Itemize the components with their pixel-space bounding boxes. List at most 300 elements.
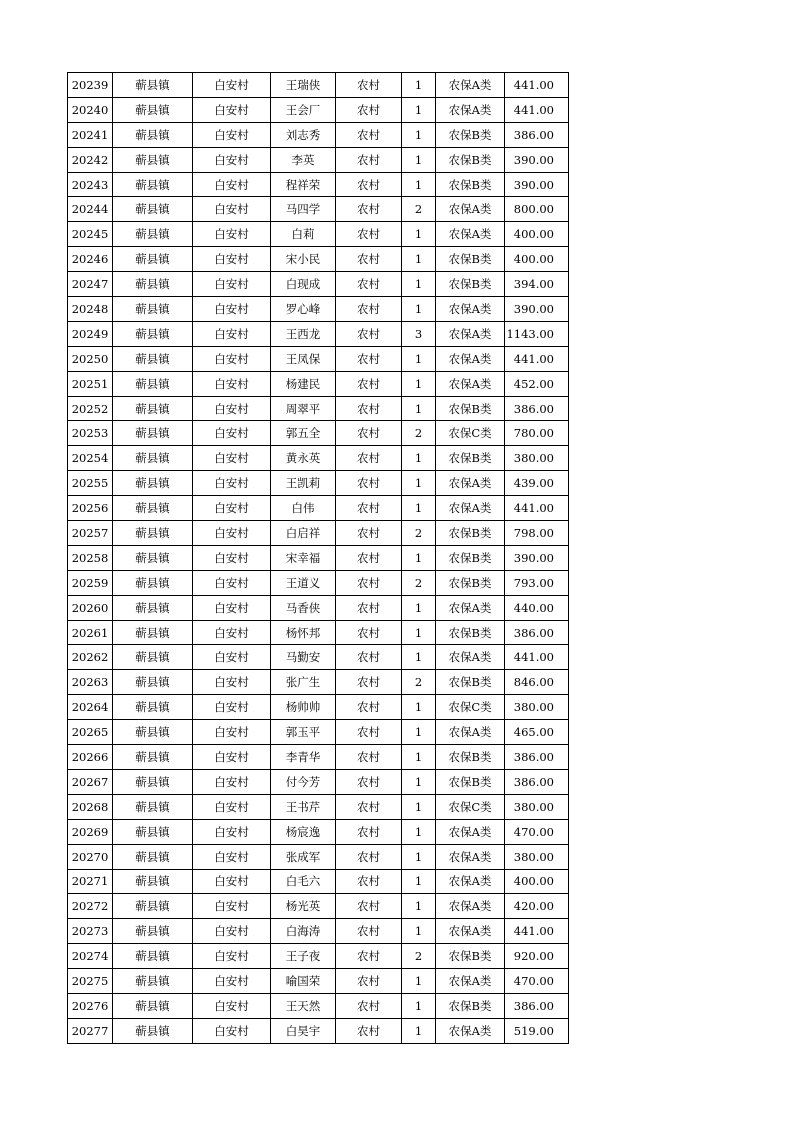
table-row <box>68 496 569 521</box>
person-name-cell: 马香侠 <box>271 595 336 620</box>
person-name-cell: 白毛六 <box>271 869 336 894</box>
town-cell: 蕲县镇 <box>113 695 193 720</box>
area-type-cell: 农村 <box>336 844 402 869</box>
table-row <box>68 122 569 147</box>
table-row <box>68 1018 569 1043</box>
record-id-cell: 20273 <box>68 919 113 944</box>
town-cell: 蕲县镇 <box>113 521 193 546</box>
record-id-cell: 20253 <box>68 421 113 446</box>
record-id-cell: 20244 <box>68 197 113 222</box>
area-type-cell: 农村 <box>336 944 402 969</box>
person-name-cell: 白伟 <box>271 496 336 521</box>
area-type-cell: 农村 <box>336 521 402 546</box>
village-cell: 白安村 <box>193 993 271 1018</box>
record-id-cell: 20245 <box>68 222 113 247</box>
household-count-cell: 1 <box>402 819 436 844</box>
person-name-cell: 王凤保 <box>271 346 336 371</box>
table-row <box>68 471 569 496</box>
village-cell: 白安村 <box>193 73 271 98</box>
table-row <box>68 819 569 844</box>
person-name-cell: 王天然 <box>271 993 336 1018</box>
table-row <box>68 894 569 919</box>
insurance-class-cell: 农保A类 <box>436 919 505 944</box>
person-name-cell: 王瑞侠 <box>271 73 336 98</box>
household-count-cell: 1 <box>402 97 436 122</box>
record-id-cell: 20271 <box>68 869 113 894</box>
person-name-cell: 白莉 <box>271 222 336 247</box>
record-id-cell: 20277 <box>68 1018 113 1043</box>
table-row <box>68 570 569 595</box>
household-count-cell: 1 <box>402 446 436 471</box>
person-name-cell: 喻国荣 <box>271 969 336 994</box>
town-cell: 蕲县镇 <box>113 769 193 794</box>
record-id-cell: 20251 <box>68 371 113 396</box>
person-name-cell: 白海涛 <box>271 919 336 944</box>
table-row <box>68 321 569 346</box>
insurance-class-cell: 农保C类 <box>436 695 505 720</box>
household-count-cell: 1 <box>402 297 436 322</box>
record-id-cell: 20269 <box>68 819 113 844</box>
amount-cell: 390.00 <box>505 545 569 570</box>
village-cell: 白安村 <box>193 545 271 570</box>
table-row <box>68 346 569 371</box>
household-count-cell: 1 <box>402 844 436 869</box>
table-row <box>68 371 569 396</box>
insurance-class-cell: 农保B类 <box>436 521 505 546</box>
amount-cell: 439.00 <box>505 471 569 496</box>
record-id-cell: 20276 <box>68 993 113 1018</box>
record-id-cell: 20247 <box>68 272 113 297</box>
area-type-cell: 农村 <box>336 421 402 446</box>
record-id-cell: 20241 <box>68 122 113 147</box>
area-type-cell: 农村 <box>336 396 402 421</box>
person-name-cell: 程祥荣 <box>271 172 336 197</box>
town-cell: 蕲县镇 <box>113 396 193 421</box>
village-cell: 白安村 <box>193 147 271 172</box>
village-cell: 白安村 <box>193 122 271 147</box>
amount-cell: 1143.00 <box>505 321 569 346</box>
insurance-class-cell: 农保B类 <box>436 993 505 1018</box>
town-cell: 蕲县镇 <box>113 297 193 322</box>
area-type-cell: 农村 <box>336 97 402 122</box>
amount-cell: 519.00 <box>505 1018 569 1043</box>
table-row <box>68 944 569 969</box>
insurance-class-cell: 农保A类 <box>436 222 505 247</box>
area-type-cell: 农村 <box>336 247 402 272</box>
insurance-class-cell: 农保B类 <box>436 172 505 197</box>
insurance-class-cell: 农保B类 <box>436 272 505 297</box>
amount-cell: 441.00 <box>505 496 569 521</box>
household-count-cell: 1 <box>402 620 436 645</box>
village-cell: 白安村 <box>193 446 271 471</box>
person-name-cell: 付今芳 <box>271 769 336 794</box>
area-type-cell: 农村 <box>336 321 402 346</box>
person-name-cell: 郭五全 <box>271 421 336 446</box>
amount-cell: 441.00 <box>505 97 569 122</box>
area-type-cell: 农村 <box>336 446 402 471</box>
person-name-cell: 白启祥 <box>271 521 336 546</box>
town-cell: 蕲县镇 <box>113 745 193 770</box>
insurance-class-cell: 农保C类 <box>436 421 505 446</box>
amount-cell: 390.00 <box>505 147 569 172</box>
table-row <box>68 73 569 98</box>
town-cell: 蕲县镇 <box>113 993 193 1018</box>
insurance-class-cell: 农保B类 <box>436 670 505 695</box>
town-cell: 蕲县镇 <box>113 496 193 521</box>
insurance-class-cell: 农保A类 <box>436 869 505 894</box>
record-id-cell: 20246 <box>68 247 113 272</box>
record-id-cell: 20275 <box>68 969 113 994</box>
amount-cell: 465.00 <box>505 720 569 745</box>
amount-cell: 400.00 <box>505 869 569 894</box>
household-count-cell: 3 <box>402 321 436 346</box>
household-count-cell: 1 <box>402 695 436 720</box>
record-id-cell: 20265 <box>68 720 113 745</box>
village-cell: 白安村 <box>193 396 271 421</box>
household-count-cell: 2 <box>402 197 436 222</box>
insurance-class-cell: 农保A类 <box>436 844 505 869</box>
town-cell: 蕲县镇 <box>113 73 193 98</box>
area-type-cell: 农村 <box>336 471 402 496</box>
amount-cell: 800.00 <box>505 197 569 222</box>
village-cell: 白安村 <box>193 247 271 272</box>
household-count-cell: 1 <box>402 969 436 994</box>
table-row <box>68 695 569 720</box>
amount-cell: 390.00 <box>505 297 569 322</box>
village-cell: 白安村 <box>193 794 271 819</box>
area-type-cell: 农村 <box>336 645 402 670</box>
village-cell: 白安村 <box>193 222 271 247</box>
insurance-class-cell: 农保A类 <box>436 595 505 620</box>
record-id-cell: 20243 <box>68 172 113 197</box>
insurance-class-cell: 农保A类 <box>436 819 505 844</box>
amount-cell: 441.00 <box>505 919 569 944</box>
town-cell: 蕲县镇 <box>113 844 193 869</box>
record-id-cell: 20267 <box>68 769 113 794</box>
person-name-cell: 杨怀邦 <box>271 620 336 645</box>
area-type-cell: 农村 <box>336 869 402 894</box>
person-name-cell: 马四学 <box>271 197 336 222</box>
amount-cell: 793.00 <box>505 570 569 595</box>
town-cell: 蕲县镇 <box>113 595 193 620</box>
amount-cell: 470.00 <box>505 969 569 994</box>
town-cell: 蕲县镇 <box>113 894 193 919</box>
area-type-cell: 农村 <box>336 819 402 844</box>
record-id-cell: 20260 <box>68 595 113 620</box>
insurance-class-cell: 农保A类 <box>436 321 505 346</box>
person-name-cell: 李英 <box>271 147 336 172</box>
record-id-cell: 20242 <box>68 147 113 172</box>
household-count-cell: 2 <box>402 944 436 969</box>
area-type-cell: 农村 <box>336 197 402 222</box>
table-row <box>68 595 569 620</box>
area-type-cell: 农村 <box>336 147 402 172</box>
household-count-cell: 1 <box>402 794 436 819</box>
town-cell: 蕲县镇 <box>113 645 193 670</box>
table-row <box>68 247 569 272</box>
table-row <box>68 670 569 695</box>
household-count-cell: 1 <box>402 346 436 371</box>
table-row <box>68 396 569 421</box>
amount-cell: 470.00 <box>505 819 569 844</box>
person-name-cell: 杨帅帅 <box>271 695 336 720</box>
insurance-class-cell: 农保A类 <box>436 969 505 994</box>
amount-cell: 798.00 <box>505 521 569 546</box>
person-name-cell: 王子夜 <box>271 944 336 969</box>
amount-cell: 394.00 <box>505 272 569 297</box>
person-name-cell: 张广生 <box>271 670 336 695</box>
area-type-cell: 农村 <box>336 620 402 645</box>
area-type-cell: 农村 <box>336 769 402 794</box>
record-id-cell: 20254 <box>68 446 113 471</box>
village-cell: 白安村 <box>193 819 271 844</box>
person-name-cell: 黄永英 <box>271 446 336 471</box>
amount-cell: 380.00 <box>505 844 569 869</box>
household-count-cell: 1 <box>402 122 436 147</box>
town-cell: 蕲县镇 <box>113 172 193 197</box>
household-count-cell: 1 <box>402 1018 436 1043</box>
amount-cell: 441.00 <box>505 645 569 670</box>
village-cell: 白安村 <box>193 695 271 720</box>
village-cell: 白安村 <box>193 297 271 322</box>
insurance-class-cell: 农保A类 <box>436 720 505 745</box>
town-cell: 蕲县镇 <box>113 944 193 969</box>
village-cell: 白安村 <box>193 272 271 297</box>
person-name-cell: 王书芹 <box>271 794 336 819</box>
town-cell: 蕲县镇 <box>113 720 193 745</box>
record-id-cell: 20259 <box>68 570 113 595</box>
table-row <box>68 197 569 222</box>
town-cell: 蕲县镇 <box>113 421 193 446</box>
village-cell: 白安村 <box>193 894 271 919</box>
table-row <box>68 993 569 1018</box>
village-cell: 白安村 <box>193 620 271 645</box>
town-cell: 蕲县镇 <box>113 620 193 645</box>
village-cell: 白安村 <box>193 346 271 371</box>
table-row <box>68 297 569 322</box>
village-cell: 白安村 <box>193 645 271 670</box>
insurance-class-cell: 农保B类 <box>436 944 505 969</box>
table-row <box>68 421 569 446</box>
insurance-class-cell: 农保A类 <box>436 371 505 396</box>
household-count-cell: 1 <box>402 545 436 570</box>
table-row <box>68 720 569 745</box>
town-cell: 蕲县镇 <box>113 321 193 346</box>
town-cell: 蕲县镇 <box>113 919 193 944</box>
household-count-cell: 1 <box>402 73 436 98</box>
village-cell: 白安村 <box>193 919 271 944</box>
person-name-cell: 罗心峰 <box>271 297 336 322</box>
records-table <box>67 72 569 1044</box>
area-type-cell: 农村 <box>336 172 402 197</box>
table-row <box>68 147 569 172</box>
record-id-cell: 20252 <box>68 396 113 421</box>
record-id-cell: 20249 <box>68 321 113 346</box>
household-count-cell: 2 <box>402 421 436 446</box>
table-row <box>68 869 569 894</box>
village-cell: 白安村 <box>193 521 271 546</box>
person-name-cell: 刘志秀 <box>271 122 336 147</box>
record-id-cell: 20268 <box>68 794 113 819</box>
amount-cell: 386.00 <box>505 396 569 421</box>
town-cell: 蕲县镇 <box>113 346 193 371</box>
area-type-cell: 农村 <box>336 371 402 396</box>
insurance-class-cell: 农保B类 <box>436 446 505 471</box>
record-id-cell: 20264 <box>68 695 113 720</box>
amount-cell: 440.00 <box>505 595 569 620</box>
amount-cell: 441.00 <box>505 346 569 371</box>
town-cell: 蕲县镇 <box>113 545 193 570</box>
person-name-cell: 王凯莉 <box>271 471 336 496</box>
household-count-cell: 2 <box>402 570 436 595</box>
record-id-cell: 20270 <box>68 844 113 869</box>
insurance-class-cell: 农保A类 <box>436 297 505 322</box>
amount-cell: 386.00 <box>505 769 569 794</box>
record-id-cell: 20240 <box>68 97 113 122</box>
insurance-class-cell: 农保B类 <box>436 545 505 570</box>
town-cell: 蕲县镇 <box>113 869 193 894</box>
record-id-cell: 20239 <box>68 73 113 98</box>
household-count-cell: 1 <box>402 645 436 670</box>
town-cell: 蕲县镇 <box>113 197 193 222</box>
household-count-cell: 1 <box>402 745 436 770</box>
insurance-class-cell: 农保B类 <box>436 122 505 147</box>
table-row <box>68 172 569 197</box>
amount-cell: 380.00 <box>505 695 569 720</box>
person-name-cell: 张成军 <box>271 844 336 869</box>
village-cell: 白安村 <box>193 745 271 770</box>
village-cell: 白安村 <box>193 421 271 446</box>
person-name-cell: 王西龙 <box>271 321 336 346</box>
town-cell: 蕲县镇 <box>113 147 193 172</box>
insurance-class-cell: 农保A类 <box>436 97 505 122</box>
village-cell: 白安村 <box>193 172 271 197</box>
area-type-cell: 农村 <box>336 670 402 695</box>
table-row <box>68 272 569 297</box>
insurance-class-cell: 农保A类 <box>436 346 505 371</box>
records-table-body <box>68 73 569 1044</box>
record-id-cell: 20274 <box>68 944 113 969</box>
record-id-cell: 20263 <box>68 670 113 695</box>
amount-cell: 390.00 <box>505 172 569 197</box>
village-cell: 白安村 <box>193 670 271 695</box>
household-count-cell: 2 <box>402 521 436 546</box>
household-count-cell: 1 <box>402 396 436 421</box>
table-row <box>68 521 569 546</box>
table-row <box>68 769 569 794</box>
amount-cell: 386.00 <box>505 620 569 645</box>
person-name-cell: 李青华 <box>271 745 336 770</box>
village-cell: 白安村 <box>193 769 271 794</box>
record-id-cell: 20272 <box>68 894 113 919</box>
insurance-class-cell: 农保A类 <box>436 1018 505 1043</box>
person-name-cell: 杨光英 <box>271 894 336 919</box>
insurance-class-cell: 农保B类 <box>436 570 505 595</box>
household-count-cell: 1 <box>402 147 436 172</box>
town-cell: 蕲县镇 <box>113 794 193 819</box>
record-id-cell: 20258 <box>68 545 113 570</box>
village-cell: 白安村 <box>193 969 271 994</box>
village-cell: 白安村 <box>193 371 271 396</box>
amount-cell: 380.00 <box>505 446 569 471</box>
area-type-cell: 农村 <box>336 222 402 247</box>
insurance-class-cell: 农保B类 <box>436 247 505 272</box>
village-cell: 白安村 <box>193 1018 271 1043</box>
amount-cell: 920.00 <box>505 944 569 969</box>
table-row <box>68 97 569 122</box>
area-type-cell: 农村 <box>336 695 402 720</box>
amount-cell: 400.00 <box>505 222 569 247</box>
area-type-cell: 农村 <box>336 794 402 819</box>
town-cell: 蕲县镇 <box>113 969 193 994</box>
household-count-cell: 1 <box>402 993 436 1018</box>
person-name-cell: 周翠平 <box>271 396 336 421</box>
amount-cell: 386.00 <box>505 745 569 770</box>
village-cell: 白安村 <box>193 869 271 894</box>
record-id-cell: 20250 <box>68 346 113 371</box>
town-cell: 蕲县镇 <box>113 1018 193 1043</box>
table-row <box>68 645 569 670</box>
person-name-cell: 马勤安 <box>271 645 336 670</box>
person-name-cell: 杨宸逸 <box>271 819 336 844</box>
amount-cell: 386.00 <box>505 993 569 1018</box>
village-cell: 白安村 <box>193 944 271 969</box>
insurance-class-cell: 农保A类 <box>436 73 505 98</box>
person-name-cell: 白昊宇 <box>271 1018 336 1043</box>
household-count-cell: 1 <box>402 720 436 745</box>
village-cell: 白安村 <box>193 321 271 346</box>
household-count-cell: 1 <box>402 869 436 894</box>
area-type-cell: 农村 <box>336 297 402 322</box>
town-cell: 蕲县镇 <box>113 97 193 122</box>
area-type-cell: 农村 <box>336 720 402 745</box>
record-id-cell: 20248 <box>68 297 113 322</box>
town-cell: 蕲县镇 <box>113 446 193 471</box>
insurance-class-cell: 农保B类 <box>436 396 505 421</box>
town-cell: 蕲县镇 <box>113 247 193 272</box>
insurance-class-cell: 农保A类 <box>436 645 505 670</box>
table-row <box>68 446 569 471</box>
area-type-cell: 农村 <box>336 993 402 1018</box>
village-cell: 白安村 <box>193 97 271 122</box>
amount-cell: 780.00 <box>505 421 569 446</box>
household-count-cell: 1 <box>402 272 436 297</box>
insurance-class-cell: 农保A类 <box>436 471 505 496</box>
area-type-cell: 农村 <box>336 545 402 570</box>
insurance-class-cell: 农保B类 <box>436 769 505 794</box>
insurance-class-cell: 农保B类 <box>436 147 505 172</box>
area-type-cell: 农村 <box>336 272 402 297</box>
amount-cell: 400.00 <box>505 247 569 272</box>
table-row <box>68 545 569 570</box>
amount-cell: 452.00 <box>505 371 569 396</box>
household-count-cell: 1 <box>402 496 436 521</box>
table-row <box>68 794 569 819</box>
household-count-cell: 1 <box>402 247 436 272</box>
record-id-cell: 20266 <box>68 745 113 770</box>
person-name-cell: 杨建民 <box>271 371 336 396</box>
village-cell: 白安村 <box>193 197 271 222</box>
table-row <box>68 745 569 770</box>
village-cell: 白安村 <box>193 595 271 620</box>
household-count-cell: 1 <box>402 595 436 620</box>
town-cell: 蕲县镇 <box>113 122 193 147</box>
area-type-cell: 农村 <box>336 919 402 944</box>
village-cell: 白安村 <box>193 471 271 496</box>
village-cell: 白安村 <box>193 570 271 595</box>
record-id-cell: 20257 <box>68 521 113 546</box>
record-id-cell: 20256 <box>68 496 113 521</box>
